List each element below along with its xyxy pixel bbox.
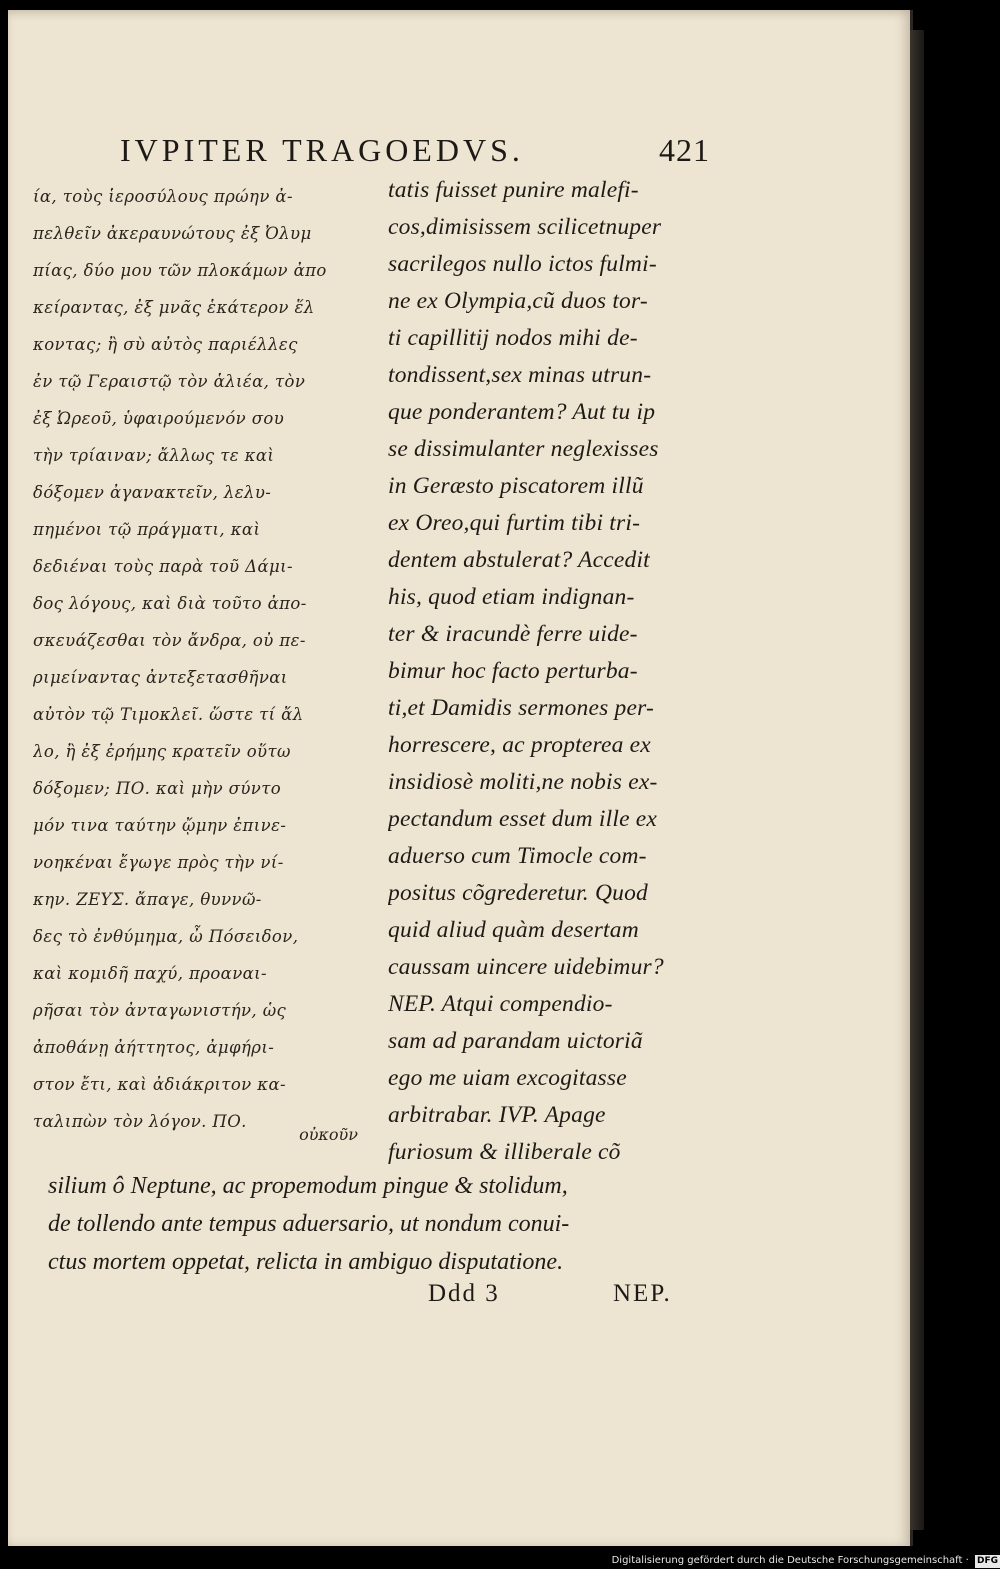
greek-text-line: στον ἔτι, καὶ ἀδιάκριτον κα- [33,1075,286,1094]
book-page [8,10,913,1546]
greek-text-line: καὶ κομιδῆ παχύ, προαναι- [33,964,268,983]
greek-text-line: πίας, δύο μου τῶν πλοκάμων ἀπο [33,261,327,280]
latin-text-line: insidiosè moliti,ne nobis ex- [388,769,658,795]
greek-text-line: μόν τινα ταύτην ᾤμην ἐπινε- [33,816,287,835]
greek-text-line: ἐξ Ὠρεοῦ, ὑφαιρούμενόν σου [33,409,285,428]
full-text-line: silium ô Neptune, ac propemodum pingue & stolidum, [48,1173,568,1199]
latin-text-line: horrescere, ac propterea ex [388,732,651,758]
greek-text-line: πελθεῖν ἀκεραυνώτους ἐξ Ὀλυμ [33,224,312,243]
greek-text-line: ριμείναντας ἀντεξετασθῆναι [33,668,288,687]
digitization-credit: Digitalisierung gefördert durch die Deutsche Forschungsgemeinschaft · DFG [600,1552,1000,1569]
greek-text-line: δόξομεν ἀγανακτεῖν, λελυ- [33,483,272,502]
full-text-line: de tollendo ante tempus aduersario, ut nondum conui- [48,1211,570,1237]
catchword: NEP. [613,1280,672,1307]
full-width-latin-text [48,1167,708,1281]
greek-text-line: τὴν τρίαιναν; ἄλλως τε καὶ [33,446,275,465]
latin-text-line: in Geræsto piscatorem illũ [388,473,644,499]
dfg-logo: DFG [976,1556,998,1566]
greek-text-line: κείραντας, ἐξ μνᾶς ἑκάτερον ἕλ [33,298,315,317]
latin-text-line: caussam uincere uidebimur? [388,954,664,980]
folio-number: 421 [659,132,710,168]
greek-text-line: σκευάζεσθαι τὸν ἄνδρα, οὐ πε- [33,631,306,650]
greek-text-line: ταλιπὼν τὸν λόγον. ΠΟ. [33,1112,247,1131]
latin-text-line: cos,dimisissem scilicetnuper [388,214,662,240]
latin-text-line: tondissent,sex minas utrun- [388,362,652,388]
latin-text-line: bimur hoc facto perturba- [388,658,638,684]
latin-text-line: tatis fuisset punire malefi- [388,177,639,203]
greek-text-line: ἀποθάνῃ ἀήττητος, ἀμφήρι- [33,1038,275,1057]
latin-text-line: positus cõgrederetur. Quod [388,880,648,906]
greek-text-line: αὐτὸν τῷ Τιμοκλεῖ. ὥστε τί ἄλ [33,705,304,724]
latin-text-line: aduerso cum Timocle com- [388,843,647,869]
greek-text-line: ία, τοὺς ἱεροσύλους πρώην ἀ- [33,187,293,206]
page-header [120,132,710,172]
greek-text-line: δόξομεν; ΠΟ. καὶ μὴν σύντο [33,779,282,798]
greek-text-line: ρῆσαι τὸν ἀνταγωνιστήν, ὡς [33,1001,287,1020]
credit-text: Digitalisierung gefördert durch die Deutsche Forschungsgemeinschaft [611,1555,963,1566]
latin-text-column [388,172,708,1171]
latin-text-line: his, quod etiam indignan- [388,584,635,610]
latin-text-line: ter & iracundè ferre uide- [388,621,638,647]
running-title: IVPITER TRAGOEDVS. [120,132,524,168]
signature-mark: Ddd 3 [428,1280,500,1307]
latin-text-line: ego me uiam excogitasse [388,1065,627,1091]
greek-text-line: ἐν τῷ Γεραιστῷ τὸν ἁλιέα, τὸν [33,372,306,391]
latin-text-line: se dissimulanter neglexisses [388,436,659,462]
latin-text-line: ex Oreo,qui furtim tibi tri- [388,510,641,536]
latin-text-line: que ponderantem? Aut tu ip [388,399,656,425]
latin-text-line: furiosum & illiberale cõ [388,1139,621,1165]
greek-text-line: λο, ἢ ἐξ ἐρήμης κρατεῖν οὕτω [33,742,291,761]
latin-text-line: ti capillitij nodos mihi de- [388,325,638,351]
greek-text-line: πημένοι τῷ πράγματι, καὶ [33,520,261,539]
latin-text-line: arbitrabar. IVP. Apage [388,1102,606,1128]
greek-text-line: κην. ΖΕΥΣ. ἄπαγε, θυννῶ- [33,890,262,909]
latin-text-line: dentem abstulerat? Accedit [388,547,650,573]
latin-text-line: pectandum esset dum ille ex [388,806,658,832]
greek-catchword-line: οὐκοῦν [299,1125,358,1144]
latin-text-line: ti,et Damidis sermones per- [388,695,655,721]
latin-text-line: quid aliud quàm desertam [388,917,639,943]
greek-text-line: δος λόγους, καὶ διὰ τοῦτο ἀπο- [33,594,307,613]
page-edge-shadow [910,30,924,1530]
latin-text-line: sacrilegos nullo ictos fulmi- [388,251,657,277]
greek-text-line: δεδιέναι τοὺς παρὰ τοῦ Δάμι- [33,557,293,576]
greek-text-column [33,178,363,1140]
latin-text-line: NEP. Atqui compendio- [388,991,613,1017]
full-text-line: ctus mortem oppetat, relicta in ambiguo disputatione. [48,1249,564,1275]
greek-text-line: δες τὸ ἐνθύμημα, ὦ Πόσειδον, [33,927,299,946]
greek-text-line: κοντας; ἢ σὺ αὐτὸς παριέλλες [33,335,298,354]
latin-text-line: ne ex Olympia,cũ duos tor- [388,288,648,314]
greek-text-line: νοηκέναι ἔγωγε πρὸς τὴν νί- [33,853,284,872]
latin-text-line: sam ad parandam uictoriã [388,1028,643,1054]
